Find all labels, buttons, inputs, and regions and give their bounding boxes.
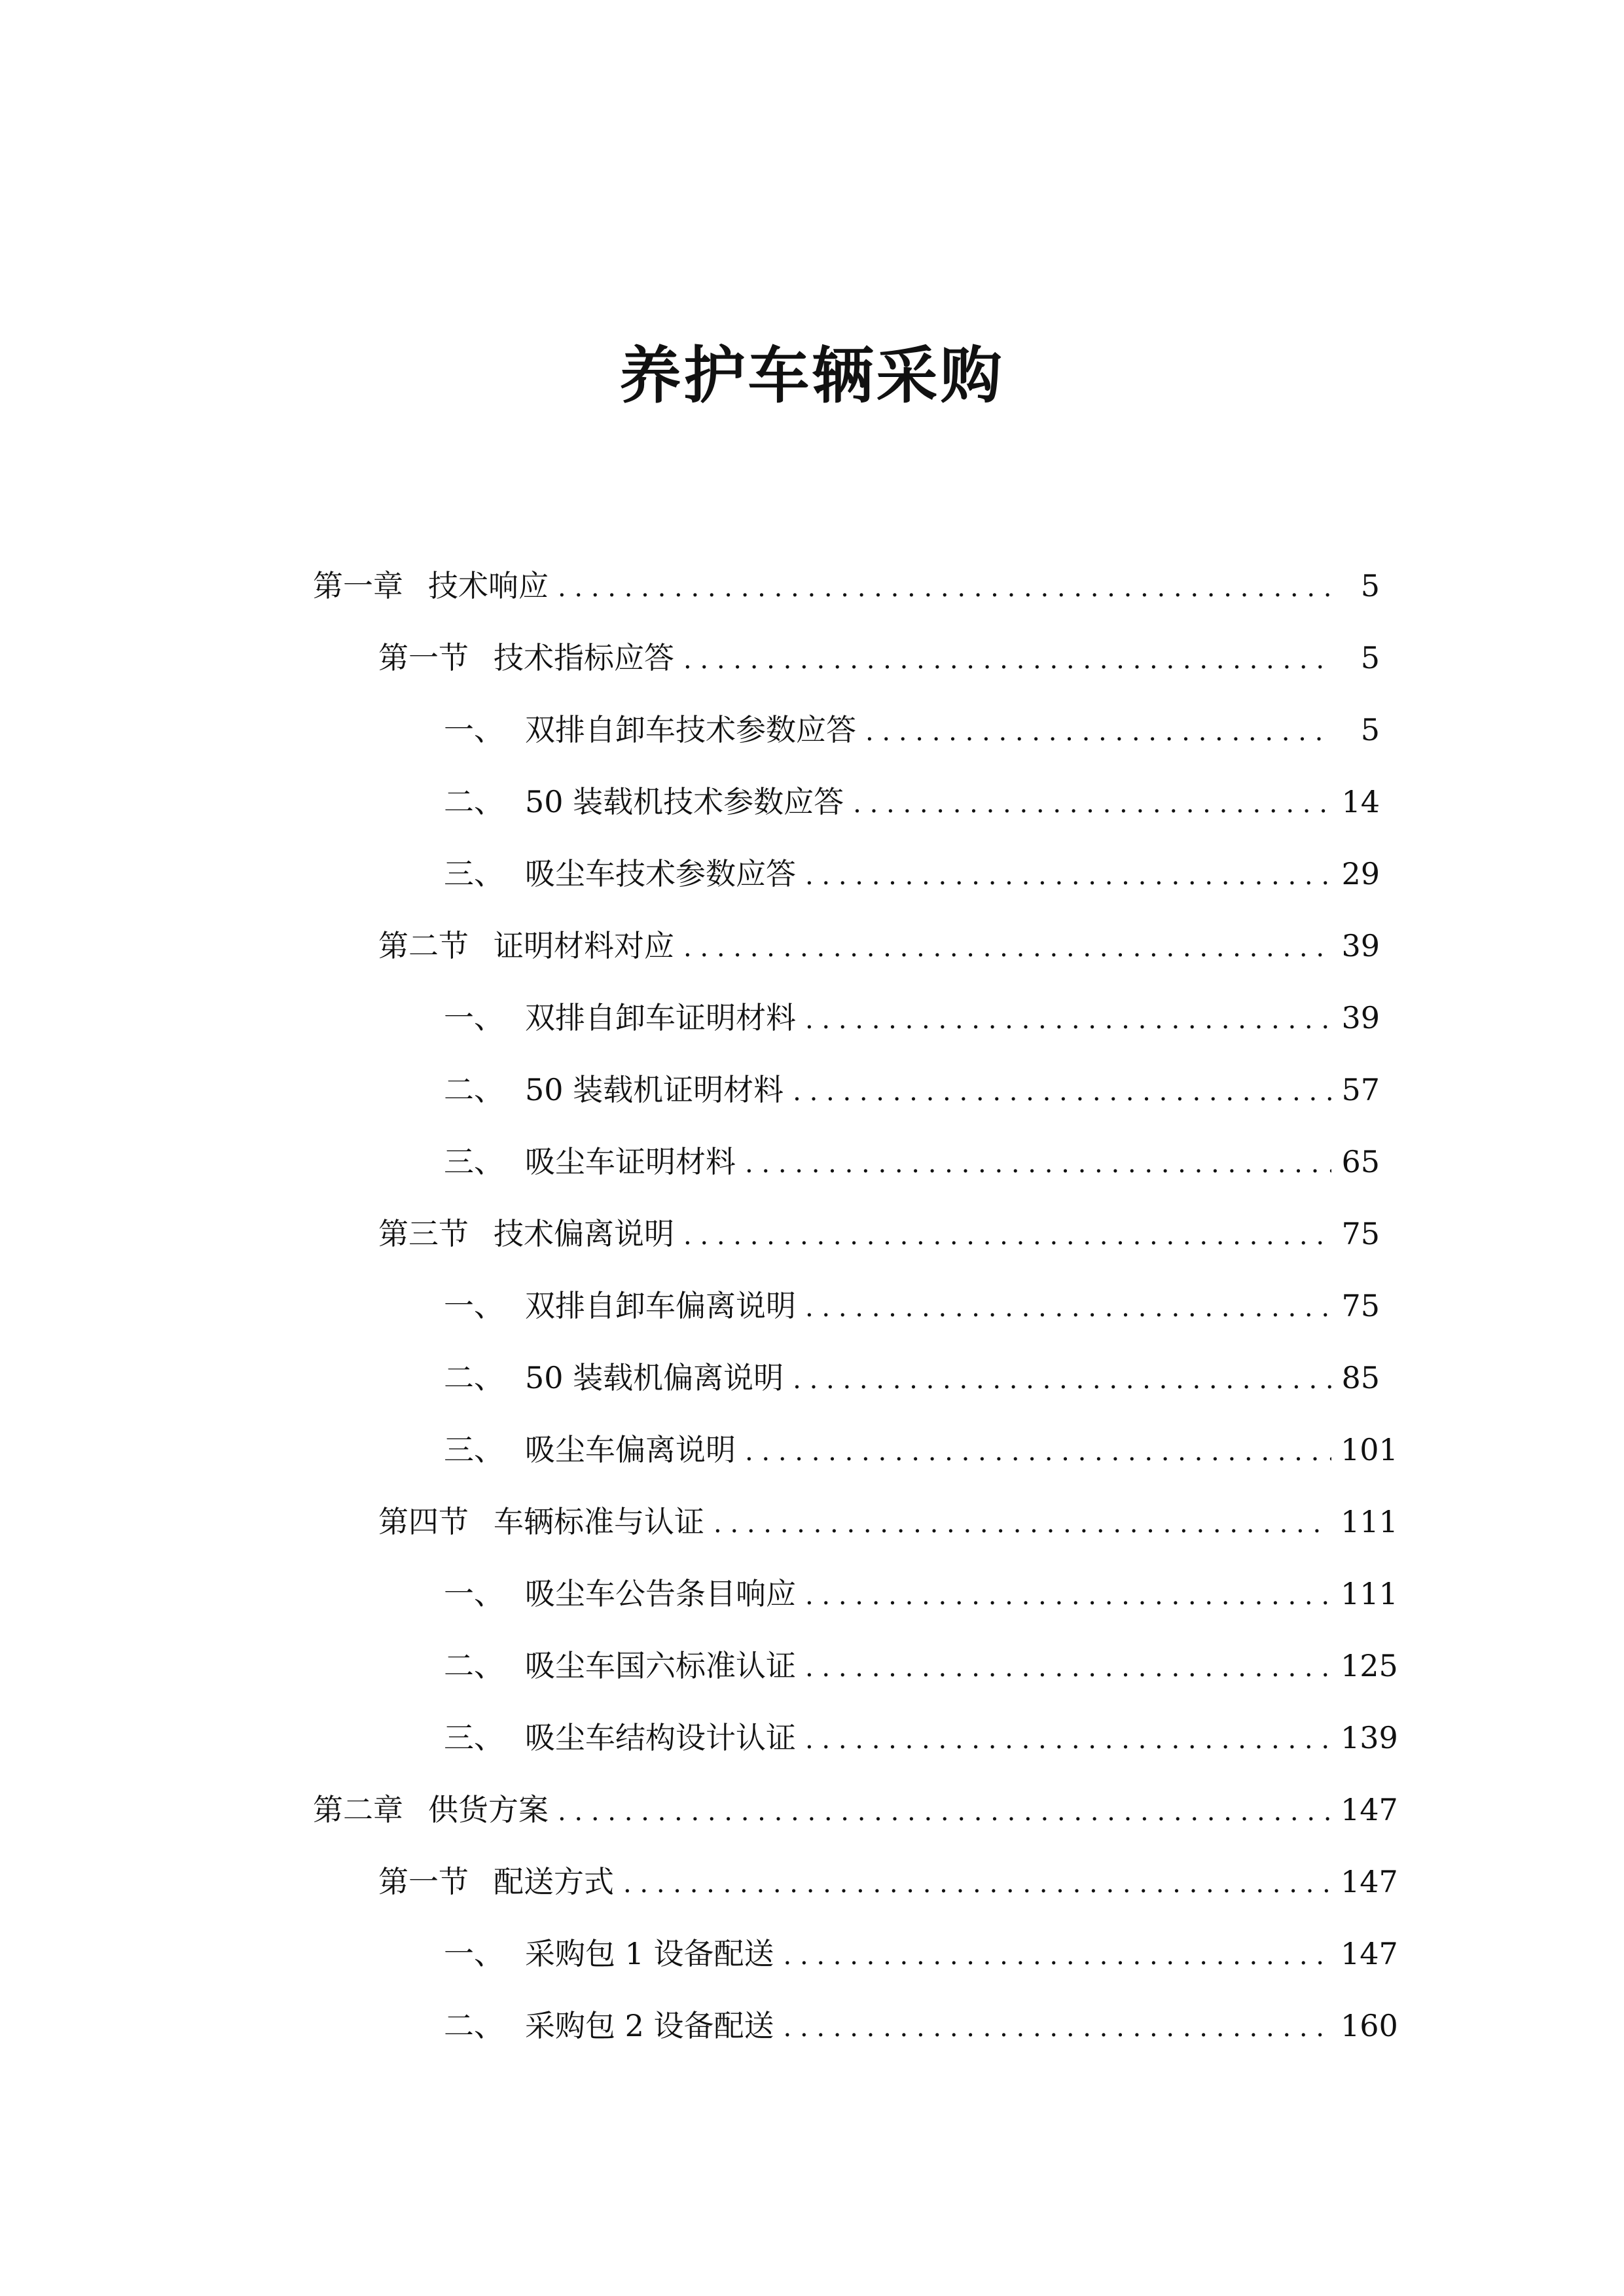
toc-leader-dots	[805, 1282, 1331, 1334]
toc-entry[interactable]	[313, 1352, 1380, 1424]
toc-entry[interactable]	[313, 1064, 1380, 1136]
toc-entry-title: 技术偏离说明	[494, 1216, 674, 1251]
toc-leader-dots	[805, 1713, 1331, 1766]
toc-leader-dots	[558, 1785, 1331, 1838]
toc-entry-label	[444, 1640, 796, 1692]
toc-entry-number: 二、	[444, 784, 504, 819]
toc-entry-number: 一、	[444, 1288, 504, 1323]
toc-entry-label	[444, 776, 844, 828]
toc-entry[interactable]	[313, 992, 1380, 1064]
toc-entry-number: 二、	[444, 2008, 504, 2043]
toc-entry-title: 吸尘车偏离说明	[525, 1432, 736, 1467]
toc-leader-dots	[683, 1210, 1331, 1262]
toc-page-number: 147	[1341, 1936, 1398, 1971]
toc-leader-dots	[805, 850, 1331, 902]
toc-page-number: 65	[1341, 1144, 1380, 1179]
toc-entry[interactable]	[313, 1928, 1398, 2000]
toc-page-number: 111	[1341, 1504, 1398, 1539]
toc-page-number: 75	[1341, 1216, 1380, 1251]
toc-entry-title: 50 装载机证明材料	[525, 1072, 784, 1107]
toc-entry-title: 双排自卸车技术参数应答	[525, 712, 856, 747]
toc-leader-dots	[853, 778, 1331, 830]
toc-entry[interactable]	[313, 1784, 1398, 1856]
toc-leader-dots	[745, 1138, 1331, 1190]
toc-entry-number: 第三节	[378, 1216, 469, 1251]
toc-entry-number: 第一节	[378, 1864, 469, 1899]
toc-entry-number: 第一节	[378, 640, 469, 675]
toc-entry[interactable]	[313, 632, 1380, 704]
toc-page-number: 39	[1341, 1000, 1380, 1035]
toc-entry[interactable]	[313, 1136, 1380, 1208]
toc-entry-title: 吸尘车结构设计认证	[525, 1720, 796, 1755]
toc-page-number: 5	[1360, 568, 1380, 603]
toc-leader-dots	[683, 922, 1331, 974]
toc-leader-dots	[805, 1641, 1331, 1694]
toc-entry-title: 双排自卸车偏离说明	[525, 1288, 796, 1323]
toc-entry-title: 采购包 1 设备配送	[525, 1936, 774, 1971]
toc-entry[interactable]	[313, 920, 1380, 992]
toc-entry-label	[313, 560, 549, 612]
toc-entry-title: 50 装载机技术参数应答	[525, 784, 844, 819]
toc-page-number: 57	[1341, 1072, 1380, 1107]
toc-entry-title: 50 装载机偏离说明	[525, 1360, 784, 1395]
toc-entry-label	[444, 1352, 784, 1404]
toc-entry-label	[444, 992, 796, 1044]
toc-entry-number: 第四节	[378, 1504, 469, 1539]
toc-entry-title: 吸尘车证明材料	[525, 1144, 736, 1179]
toc-leader-dots	[805, 994, 1331, 1046]
toc-page-number: 101	[1341, 1432, 1398, 1467]
toc-entry-label	[444, 1064, 784, 1116]
toc-page-number: 39	[1341, 928, 1380, 963]
toc-entry-title: 双排自卸车证明材料	[525, 1000, 796, 1035]
toc-entry-label	[378, 1856, 614, 1908]
toc-entry[interactable]	[313, 1424, 1398, 1496]
toc-entry-number: 一、	[444, 712, 504, 747]
toc-entry-number: 三、	[444, 1144, 504, 1179]
toc-entry-label	[444, 1424, 736, 1476]
toc-leader-dots	[683, 634, 1331, 686]
toc-entry-title: 配送方式	[494, 1864, 614, 1899]
toc-entry-label	[444, 1136, 736, 1188]
toc-entry-label	[444, 848, 796, 900]
toc-entry-number: 一、	[444, 1936, 504, 1971]
toc-entry-label	[444, 1280, 796, 1332]
toc-entry-label	[444, 1928, 774, 1980]
toc-leader-dots	[805, 1570, 1331, 1622]
toc-leader-dots	[784, 1929, 1331, 1982]
toc-entry[interactable]	[313, 560, 1380, 632]
toc-entry[interactable]	[313, 1640, 1398, 1712]
toc-entry-label	[444, 704, 856, 756]
toc-page-number: 5	[1360, 640, 1380, 675]
toc-page-number: 139	[1341, 1720, 1398, 1755]
toc-entry[interactable]	[313, 776, 1380, 848]
toc-entry-title: 吸尘车国六标准认证	[525, 1648, 796, 1683]
toc-entry-label	[378, 1208, 674, 1260]
toc-entry-label	[378, 1496, 704, 1548]
toc-entry[interactable]	[313, 1208, 1380, 1280]
table-of-contents	[313, 560, 1398, 2072]
toc-entry-number: 一、	[444, 1576, 504, 1611]
toc-leader-dots	[558, 562, 1331, 614]
toc-page-number: 75	[1341, 1288, 1380, 1323]
toc-page-number: 111	[1341, 1576, 1398, 1611]
toc-entry[interactable]	[313, 704, 1380, 776]
toc-entry-title: 车辆标准与认证	[494, 1504, 704, 1539]
toc-entry-title: 采购包 2 设备配送	[525, 2008, 774, 2043]
toc-entry-number: 第一章	[313, 568, 403, 603]
toc-entry-label	[378, 632, 674, 684]
toc-entry-number: 二、	[444, 1360, 504, 1395]
toc-entry-title: 吸尘车技术参数应答	[525, 856, 796, 891]
toc-page-number: 160	[1341, 2008, 1398, 2043]
toc-entry[interactable]	[313, 1856, 1398, 1928]
toc-entry-title: 技术响应	[428, 568, 549, 603]
toc-page-number: 147	[1341, 1792, 1398, 1827]
toc-entry-number: 三、	[444, 856, 504, 891]
toc-entry-number: 一、	[444, 1000, 504, 1035]
toc-entry-number: 二、	[444, 1072, 504, 1107]
toc-leader-dots	[623, 1857, 1331, 1910]
toc-entry[interactable]	[313, 1280, 1380, 1352]
toc-entry-number: 三、	[444, 1720, 504, 1755]
toc-page-number: 125	[1341, 1648, 1398, 1683]
toc-leader-dots	[865, 706, 1331, 758]
toc-entry-label	[444, 1568, 796, 1620]
toc-page-number: 14	[1341, 784, 1380, 819]
toc-page-number: 85	[1341, 1360, 1380, 1395]
toc-entry[interactable]	[313, 1496, 1398, 1568]
toc-entry-number: 第二章	[313, 1792, 403, 1827]
toc-entry-number: 第二节	[378, 928, 469, 963]
toc-entry-number: 三、	[444, 1432, 504, 1467]
toc-entry[interactable]	[313, 848, 1380, 920]
toc-entry-title: 技术指标应答	[494, 640, 674, 675]
toc-leader-dots	[793, 1066, 1331, 1118]
toc-entry-label	[444, 1712, 796, 1764]
toc-entry-label	[313, 1784, 549, 1836]
toc-entry-title: 吸尘车公告条目响应	[525, 1576, 796, 1611]
document-title: 养护车辆采购	[619, 340, 1005, 412]
toc-entry-title: 供货方案	[428, 1792, 549, 1827]
toc-page-number: 5	[1360, 712, 1380, 747]
toc-leader-dots	[745, 1426, 1331, 1478]
toc-page-number: 29	[1341, 856, 1380, 891]
toc-entry[interactable]	[313, 1568, 1398, 1640]
toc-entry-title: 证明材料对应	[494, 928, 674, 963]
toc-leader-dots	[784, 2001, 1331, 2054]
toc-entry-label	[378, 920, 674, 972]
toc-entry-number: 二、	[444, 1648, 504, 1683]
toc-entry[interactable]	[313, 1712, 1398, 1784]
toc-leader-dots	[713, 1498, 1331, 1550]
toc-leader-dots	[793, 1354, 1331, 1406]
toc-entry-label	[444, 2000, 774, 2052]
toc-entry[interactable]	[313, 2000, 1398, 2072]
toc-page-number: 147	[1341, 1864, 1398, 1899]
